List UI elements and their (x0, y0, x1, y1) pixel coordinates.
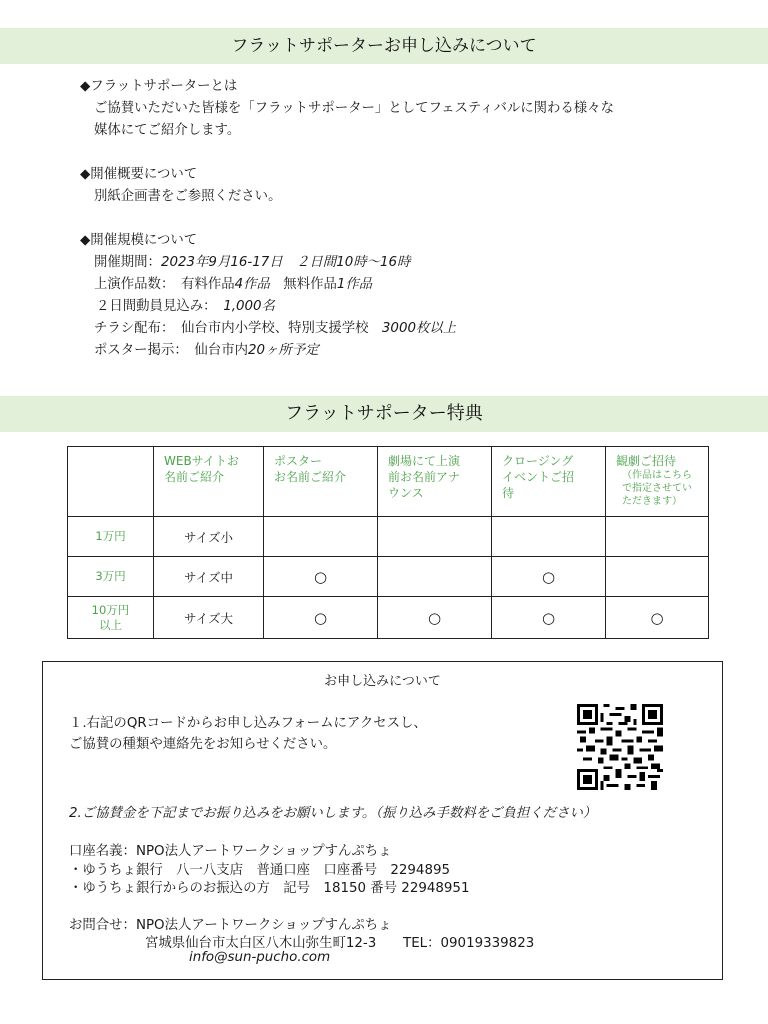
header-invite (606, 447, 709, 517)
perk-cell (492, 517, 606, 557)
intro-text (80, 76, 614, 362)
header-web (154, 447, 264, 517)
flyer-label: チラシ配布： 仙台市内小学校、特別支援学校 (94, 321, 382, 336)
step1-line2: ご協賛の種類や連絡先をお知らせください。 (69, 737, 337, 752)
header-web-l2: 名前ご紹介 (164, 470, 225, 484)
header-web-l1: WEBサイトお (164, 454, 239, 468)
contact-address: 宮城県仙台市太白区八木山弥生町12-3 TEL：09019339823 (145, 936, 535, 951)
perk-cell: ○ (492, 557, 606, 597)
period-value: 2023年9月16-17日 ２日間10時～16時 (160, 255, 411, 270)
works-free-label: 無料作品 (269, 277, 337, 292)
heading-what-is: ◆フラットサポーターとは (80, 79, 238, 94)
empty-corner-cell (68, 447, 154, 517)
row-label-10k: 1万円 (68, 517, 154, 557)
perk-cell (378, 517, 492, 557)
flyer-count: 3000枚以上 (381, 321, 457, 336)
works-label: 上演作品数： 有料作品 (94, 277, 235, 292)
row-label-100k (68, 597, 154, 639)
account-name: 口座名義：NPO法人アートワークショップすんぷちょ (69, 844, 392, 859)
step2-line: 2.ご協賛金を下記までお振り込みをお願いします。（振り込み手数料をご負担ください） (69, 806, 597, 821)
what-is-line2: 媒体にてご紹介します。 (94, 123, 241, 138)
size-cell: サイズ大 (154, 597, 264, 639)
header-closing (492, 447, 606, 517)
perks-table (67, 446, 709, 639)
step1-line1: １.右記のQRコードからお申し込みフォームにアクセスし、 (69, 716, 427, 731)
flyer-line (80, 318, 614, 340)
heading-scale: ◆開催規模について (80, 233, 198, 248)
perk-cell: ○ (492, 597, 606, 639)
size-cell: サイズ中 (154, 557, 264, 597)
row-label-100k-l2: 以上 (99, 617, 122, 632)
header-announce-l2: 前お名前アナ (388, 470, 461, 484)
header-announce (378, 447, 492, 517)
perk-cell (606, 557, 709, 597)
header-invite-l1: 観劇ご招待 (616, 454, 677, 468)
section-title-perks: フラットサポーター特典 (0, 396, 768, 432)
header-poster (264, 447, 378, 517)
contact-email-link[interactable]: info@sun-pucho.com (189, 950, 331, 965)
attendance-line (80, 296, 614, 318)
row-label-100k-l1: 10万円 (91, 602, 130, 617)
header-closing-l1: クロージング (502, 454, 574, 468)
header-closing-l2: イベントご招 (502, 470, 575, 484)
header-closing-l3: 待 (502, 486, 515, 500)
table-row (68, 557, 709, 597)
table-row (68, 597, 709, 639)
header-announce-l1: 劇場にて上演 (388, 454, 461, 468)
perk-cell (606, 517, 709, 557)
table-row (68, 517, 709, 557)
table-header-row (68, 447, 709, 517)
heading-overview: ◆開催概要について (80, 167, 198, 182)
qr-code-icon[interactable] (577, 704, 663, 790)
header-invite-note2: で指定させてい (622, 483, 692, 494)
works-free: 1作品 (336, 277, 373, 292)
header-invite-note3: ただきます） (622, 496, 682, 507)
header-poster-l2: お名前ご紹介 (274, 470, 347, 484)
bank-line1: ・ゆうちょ銀行 八一八支店 普通口座 口座番号 2294895 (69, 863, 451, 878)
bank-line2: ・ゆうちょ銀行からのお振込の方 記号 18150 番号 22948951 (69, 881, 470, 896)
header-poster-l1: ポスター (274, 454, 323, 468)
size-cell: サイズ小 (154, 517, 264, 557)
works-paid: 4作品 (234, 277, 270, 292)
contact-label: お問合せ：NPO法人アートワークショップすんぷちょ (69, 918, 392, 933)
section-title-application: フラットサポーターお申し込みについて (0, 28, 768, 64)
perk-cell: ○ (264, 557, 378, 597)
header-invite-note1: （作品はこちら (622, 470, 692, 481)
attendance-label: ２日間動員見込み： (96, 299, 224, 314)
application-box (42, 661, 723, 980)
works-line (80, 274, 614, 296)
application-title: お申し込みについて (324, 674, 441, 689)
header-announce-l3: ウンス (388, 486, 424, 500)
poster-line (80, 340, 614, 362)
perk-cell: ○ (606, 597, 709, 639)
what-is-line1: ご協賛いただいた皆様を「フラットサポーター」としてフェスティバルに関わる様々な (94, 101, 614, 116)
period-line (80, 252, 614, 274)
perk-cell (264, 517, 378, 557)
poster-count: 20ヶ所予定 (248, 343, 319, 358)
perk-cell: ○ (264, 597, 378, 639)
perk-cell (378, 557, 492, 597)
overview-line1: 別紙企画書をご参照ください。 (94, 189, 282, 204)
period-label: 開催期間： (94, 255, 161, 270)
perk-cell: ○ (378, 597, 492, 639)
attendance-value: 1,000名 (223, 299, 275, 314)
row-label-30k: 3万円 (68, 557, 154, 597)
poster-label: ポスター掲示： 仙台市内 (94, 343, 248, 358)
